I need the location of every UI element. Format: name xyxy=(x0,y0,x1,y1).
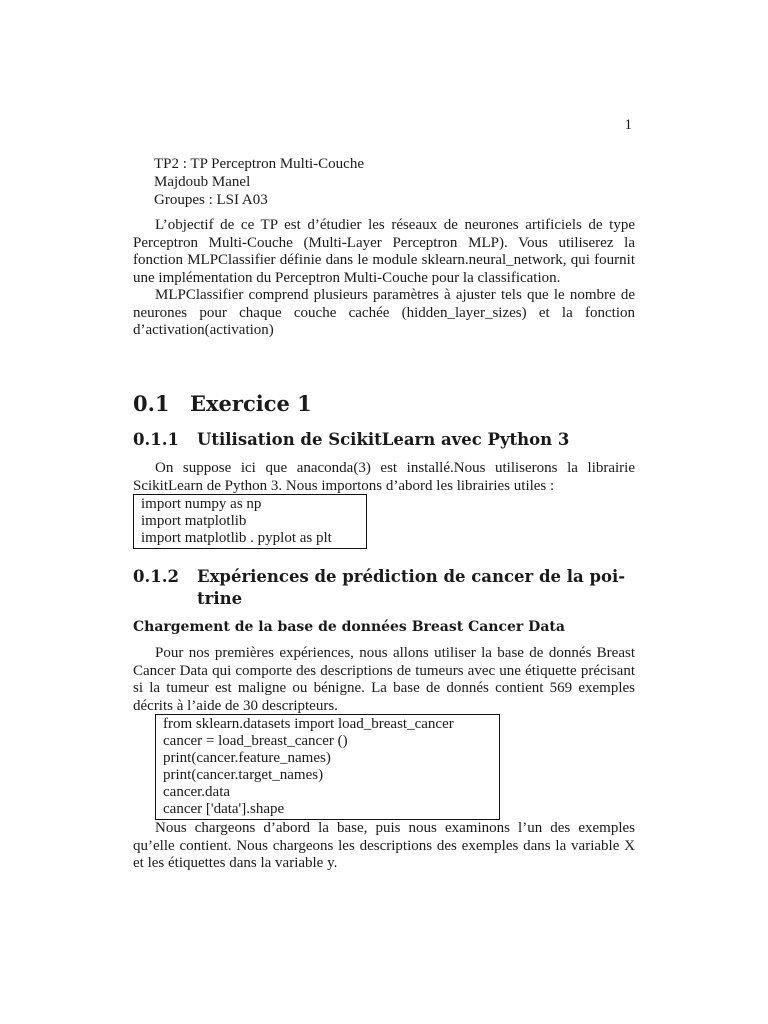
subsection-title-2-line-2: trine xyxy=(197,589,243,608)
subsection-1-paragraph: On suppose ici que anaconda(3) est installé.Nous utiliserons la librairie ScikitLearn de Python 3. Nous importons d’abord les librairies utiles : xyxy=(133,460,635,494)
subsection-heading-2 xyxy=(133,566,635,610)
subsection-2-text xyxy=(133,645,635,715)
subsection-number-1: 0.1.1 xyxy=(133,430,179,449)
subsection-title-1: Utilisation de ScikitLearn avec Python 3 xyxy=(197,430,570,449)
code-line: cancer = load_breast_cancer () xyxy=(163,733,348,749)
document-header xyxy=(154,155,364,209)
intro-text xyxy=(133,217,635,340)
code-line: print(cancer.target_names) xyxy=(163,767,324,783)
section-heading xyxy=(133,391,312,416)
intro-paragraph-2: MLPClassifier comprend plusieurs paramètres à ajuster tels que le nombre de neurones pour chaque couche cachée (hidden_layer_sizes) et la fonction d’activation(activation) xyxy=(133,287,635,338)
code-line: import numpy as np xyxy=(141,496,262,512)
header-group: Groupes : LSI A03 xyxy=(154,192,268,208)
code-line: import matplotlib . pyplot as plt xyxy=(141,530,332,546)
code-line: print(cancer.feature_names) xyxy=(163,750,331,766)
code-line: cancer.data xyxy=(163,784,231,800)
subsection-heading-1 xyxy=(133,430,569,449)
code-line: from sklearn.datasets import load_breast_cancer xyxy=(163,716,454,732)
page-number: 1 xyxy=(624,117,632,133)
subsection-number-2: 0.1.2 xyxy=(133,567,179,586)
code-line: cancer ['data'].shape xyxy=(163,801,285,817)
section-number: 0.1 xyxy=(133,391,170,416)
code-line: import matplotlib xyxy=(141,513,247,529)
section-title: Exercice 1 xyxy=(190,391,312,416)
code-block-load-data xyxy=(155,714,500,820)
subsection-1-text xyxy=(133,460,635,495)
intro-paragraph-1: L’objectif de ce TP est d’étudier les réseaux de neurones artificiels de type Perceptron Multi-Couche (Multi-Layer Perceptron MLP). Vous utiliserez la fonction MLPClassifier définie dans le module sklearn.neural_network, qui fournit une implémentation du Perceptron Multi-Couche pour la classification. xyxy=(133,217,635,286)
header-title: TP2 : TP Perceptron Multi-Couche xyxy=(154,156,364,172)
subsection-2-after-text xyxy=(133,820,635,873)
subsection-2-after-paragraph: Nous chargeons d’abord la base, puis nous examinons l’un des exemples qu’elle contient. Nous chargeons les descriptions des exemples dans la variable X et les étiquettes dans la variable y. xyxy=(133,820,635,871)
subsection-title-2-line-1: Expériences de prédiction de cancer de la poi- xyxy=(197,567,626,586)
code-block-imports xyxy=(133,494,367,549)
paragraph-heading: Chargement de la base de données Breast Cancer Data xyxy=(133,619,565,635)
header-author: Majdoub Manel xyxy=(154,174,251,190)
subsection-2-paragraph: Pour nos premières expériences, nous allons utiliser la base de donnés Breast Cancer Data qui comporte des descriptions de tumeurs avec une étiquette précisant si la tumeur est maligne ou bénigne. La base de donnés contient 569 exemples décrits à l’aide de 30 descripteurs. xyxy=(133,645,635,714)
